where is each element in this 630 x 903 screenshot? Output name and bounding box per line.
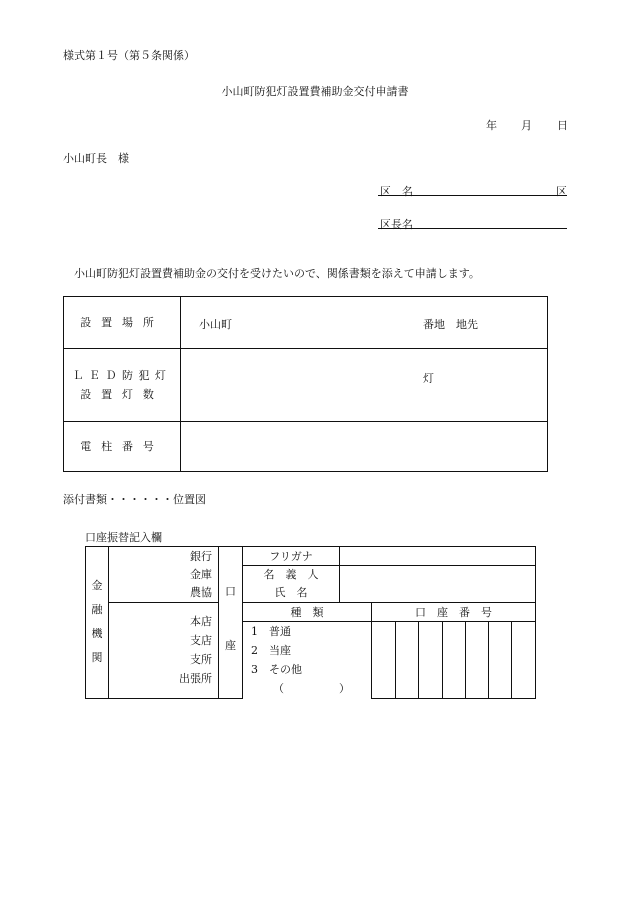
furigana-field[interactable] [340,547,536,566]
account-type-current[interactable]: 2 当座 [251,644,291,657]
location-label: 設置場所 [80,316,164,329]
holder-name-field[interactable] [340,566,536,603]
account-number-digit-4[interactable] [443,622,466,699]
date-month: 月 [521,119,532,132]
chief-name-label: 区長名 [380,218,413,231]
bank-type-cell[interactable] [109,547,219,603]
location-town: 小山町 [199,318,232,331]
ward-name-field[interactable] [378,195,567,196]
chief-name-field[interactable] [378,228,567,229]
account-number-digit-6[interactable] [489,622,512,699]
account-type-other-paren: （ ） [273,682,350,695]
holder-label-line1: 名 義 人 [263,568,319,581]
account-type-header: 種 類 [243,603,372,622]
branch-type-branch: 支店 [190,634,212,648]
furigana-label: フリガナ [243,547,340,566]
ward-suffix: 区 [556,185,567,198]
bank-account-table [85,546,536,699]
account-label-cell [219,547,243,699]
location-label-cell [64,297,181,349]
financial-institution-label: 金 融 機 関 [86,547,109,699]
ward-name-label: 区 名 [380,185,413,198]
pole-label: 電柱番号 [80,440,164,453]
account-number-header: 口 座 番 号 [372,603,536,622]
account-type-ordinary[interactable]: 1 普通 [251,625,291,638]
account-label-ku: 口 [225,585,236,598]
addressee: 小山町長 様 [63,152,129,165]
led-count-label-cell [64,349,181,422]
location-suffix: 番地 地先 [423,318,478,331]
holder-label-line2: 氏 名 [274,586,308,599]
bank-section-heading: 口座振替記入欄 [85,531,162,544]
branch-type-main: 本店 [190,615,212,629]
branch-type-cell[interactable] [109,603,219,699]
account-number-digit-3[interactable] [419,622,443,699]
account-number-digit-1[interactable] [372,622,396,699]
account-type-other[interactable]: 3 その他 [251,663,302,676]
account-number-digit-7[interactable] [512,622,536,699]
led-label-line2: 設置灯数 [80,388,164,401]
led-unit: 灯 [423,372,434,385]
bank-type-bank: 銀行 [190,549,212,563]
account-label-za: 座 [225,639,236,652]
date-year: 年 [486,119,497,132]
led-label-line1: ＬＥＤ防犯灯 [72,369,172,382]
pole-label-cell [64,422,181,472]
attachment-note: 添付書類・・・・・・位置図 [63,493,206,506]
account-number-digit-2[interactable] [396,622,419,699]
bank-type-nokyo: 農協 [190,585,212,599]
branch-type-office: 出張所 [179,672,212,686]
holder-name-label-cell [243,566,340,603]
led-count-field[interactable] [181,349,548,422]
account-type-options[interactable] [243,622,372,699]
pole-number-field[interactable] [181,422,548,472]
location-field[interactable] [181,297,548,349]
page-title: 小山町防犯灯設置費補助金交付申請書 [221,85,409,98]
bank-type-shinkin: 金庫 [190,567,212,581]
application-table [63,296,548,472]
date-day: 日 [557,119,568,132]
form-number: 様式第１号（第５条関係） [63,49,195,62]
branch-type-sub: 支所 [190,653,212,667]
statement: 小山町防犯灯設置費補助金の交付を受けたいので、関係書類を添えて申請します。 [74,267,480,280]
account-number-digit-5[interactable] [466,622,489,699]
